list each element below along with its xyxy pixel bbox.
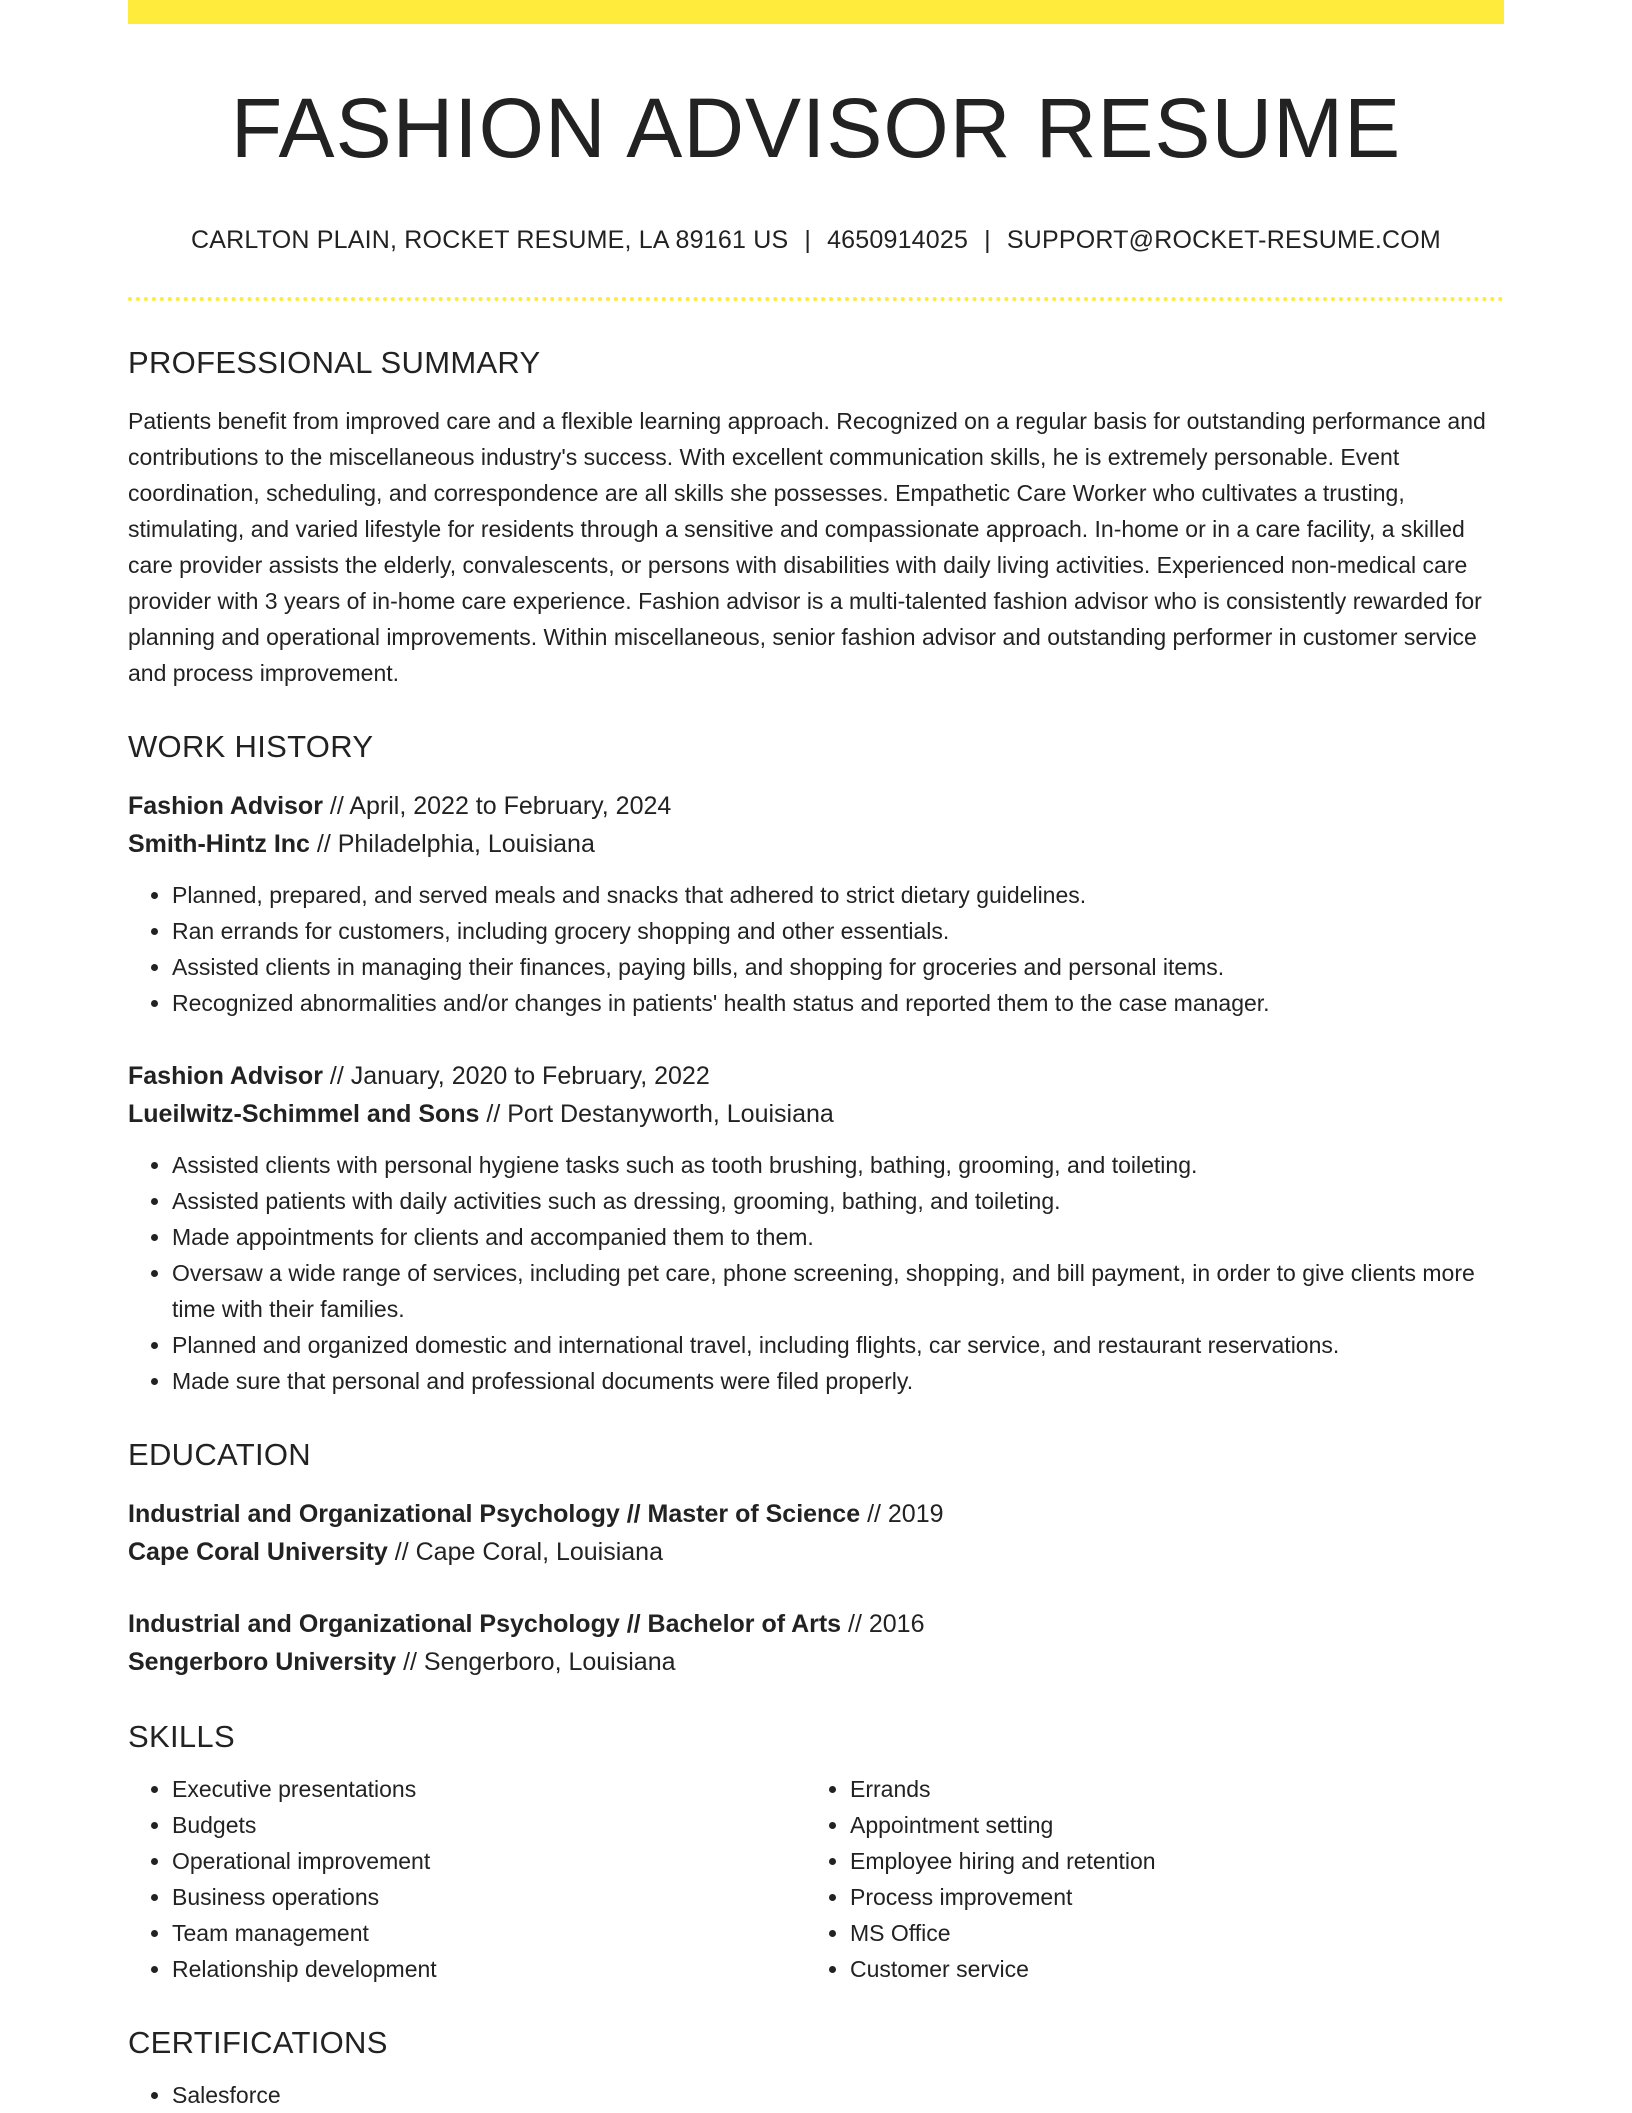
resume-page xyxy=(128,0,1504,2113)
contact-line xyxy=(128,226,1504,255)
job-company: Lueilwitz-Schimmel and Sons xyxy=(128,1100,480,1129)
summary-heading: PROFESSIONAL SUMMARY xyxy=(128,345,541,381)
skill-item: • Operational improvement xyxy=(172,1843,806,1879)
skill-item: • Business operations xyxy=(172,1879,806,1915)
job-entry xyxy=(128,1057,1504,1399)
education-entry xyxy=(128,1495,1504,1571)
job-bullet: • Ran errands for customers, including grocery shopping and other essentials. xyxy=(172,913,1504,949)
contact-separator: | xyxy=(984,226,991,255)
job-bullets xyxy=(128,877,1504,1021)
education-entry xyxy=(128,1605,1504,1681)
skill-item: • Team management xyxy=(172,1915,806,1951)
skill-item: • MS Office xyxy=(850,1915,1484,1951)
skill-item: • Customer service xyxy=(850,1951,1484,1987)
job-bullets xyxy=(128,1147,1504,1399)
contact-phone: 4650914025 xyxy=(827,226,969,255)
education-location: // Cape Coral, Louisiana xyxy=(387,1538,663,1567)
skill-item: • Process improvement xyxy=(850,1879,1484,1915)
skills-list xyxy=(128,1771,1504,1987)
job-title: Fashion Advisor xyxy=(128,792,323,821)
education-school: Cape Coral University xyxy=(128,1538,388,1567)
education-location: // Sengerboro, Louisiana xyxy=(396,1648,676,1677)
job-bullet: • Made sure that personal and professional documents were filed properly. xyxy=(172,1363,1504,1399)
certifications-heading: CERTIFICATIONS xyxy=(128,2025,388,2061)
job-bullet: • Oversaw a wide range of services, including pet care, phone screening, shopping, and bill payment, in order to give clients more time with their families. xyxy=(172,1255,1504,1327)
job-dates: // January, 2020 to February, 2022 xyxy=(322,1062,710,1091)
skill-item: • Budgets xyxy=(172,1807,806,1843)
certifications-list xyxy=(128,2077,1504,2113)
education-degree: Industrial and Organizational Psychology // Master of Science xyxy=(128,1500,861,1529)
job-bullet: • Planned, prepared, and served meals and snacks that adhered to strict dietary guidelines. xyxy=(172,877,1504,913)
job-company: Smith-Hintz Inc xyxy=(128,830,310,859)
job-bullet: • Assisted clients with personal hygiene tasks such as tooth brushing, bathing, grooming, and toileting. xyxy=(172,1147,1504,1183)
job-bullet: • Assisted patients with daily activities such as dressing, grooming, bathing, and toileting. xyxy=(172,1183,1504,1219)
skills-column-left xyxy=(128,1771,806,1987)
page-title: FASHION ADVISOR RESUME xyxy=(230,81,1402,175)
skills-heading: SKILLS xyxy=(128,1719,235,1755)
education-year: // 2016 xyxy=(841,1610,925,1639)
education-year: // 2019 xyxy=(860,1500,944,1529)
certification-item: • Salesforce xyxy=(172,2077,1504,2113)
work-history-heading: WORK HISTORY xyxy=(128,729,374,765)
contact-email: SUPPORT@ROCKET-RESUME.COM xyxy=(1006,226,1441,255)
job-location: // Philadelphia, Louisiana xyxy=(309,830,595,859)
education-heading: EDUCATION xyxy=(128,1437,311,1473)
job-bullet: • Made appointments for clients and accompanied them to them. xyxy=(172,1219,1504,1255)
education-school: Sengerboro University xyxy=(128,1648,397,1677)
skill-item: • Employee hiring and retention xyxy=(850,1843,1484,1879)
skill-item: • Appointment setting xyxy=(850,1807,1484,1843)
skill-item: • Relationship development xyxy=(172,1951,806,1987)
dotted-divider xyxy=(128,297,1504,301)
job-entry xyxy=(128,787,1504,1021)
contact-address: CARLTON PLAIN, ROCKET RESUME, LA 89161 US xyxy=(191,226,789,255)
top-accent-bar xyxy=(128,0,1504,24)
skill-item: • Errands xyxy=(850,1771,1484,1807)
job-dates: // April, 2022 to February, 2024 xyxy=(322,792,672,821)
skill-item: • Executive presentations xyxy=(172,1771,806,1807)
job-bullet: • Planned and organized domestic and international travel, including flights, car service, and restaurant reservations. xyxy=(172,1327,1504,1363)
job-title: Fashion Advisor xyxy=(128,1062,323,1091)
education-degree: Industrial and Organizational Psychology // Bachelor of Arts xyxy=(128,1610,842,1639)
job-location: // Port Destanyworth, Louisiana xyxy=(479,1100,834,1129)
job-bullet: • Assisted clients in managing their finances, paying bills, and shopping for groceries and personal items. xyxy=(172,949,1504,985)
summary-text: Patients benefit from improved care and a flexible learning approach. Recognized on a regular basis for outstanding performance and contributions to the miscellaneous industry's success. With excellent communication skills, he is extremely personable. Event coordination, scheduling, and correspondence are all skills she possesses. Empathetic Care Worker who cultivates a trusting, stimulating, and varied lifestyle for residents through a sensitive and compassionate approach. In-home or in a care facility, a skilled care provider assists the elderly, convalescents, or persons with disabilities with daily living activities. Experienced non-medical care provider with 3 years of in-home care experience. Fashion advisor is a multi-talented fashion advisor who is consistently rewarded for planning and operational improvements. Within miscellaneous, senior fashion advisor and outstanding performer in customer service and process improvement. xyxy=(128,408,1486,687)
contact-separator: | xyxy=(804,226,812,255)
skills-column-right xyxy=(806,1771,1484,1987)
job-bullet: • Recognized abnormalities and/or changes in patients' health status and reported them to the case manager. xyxy=(172,985,1504,1021)
